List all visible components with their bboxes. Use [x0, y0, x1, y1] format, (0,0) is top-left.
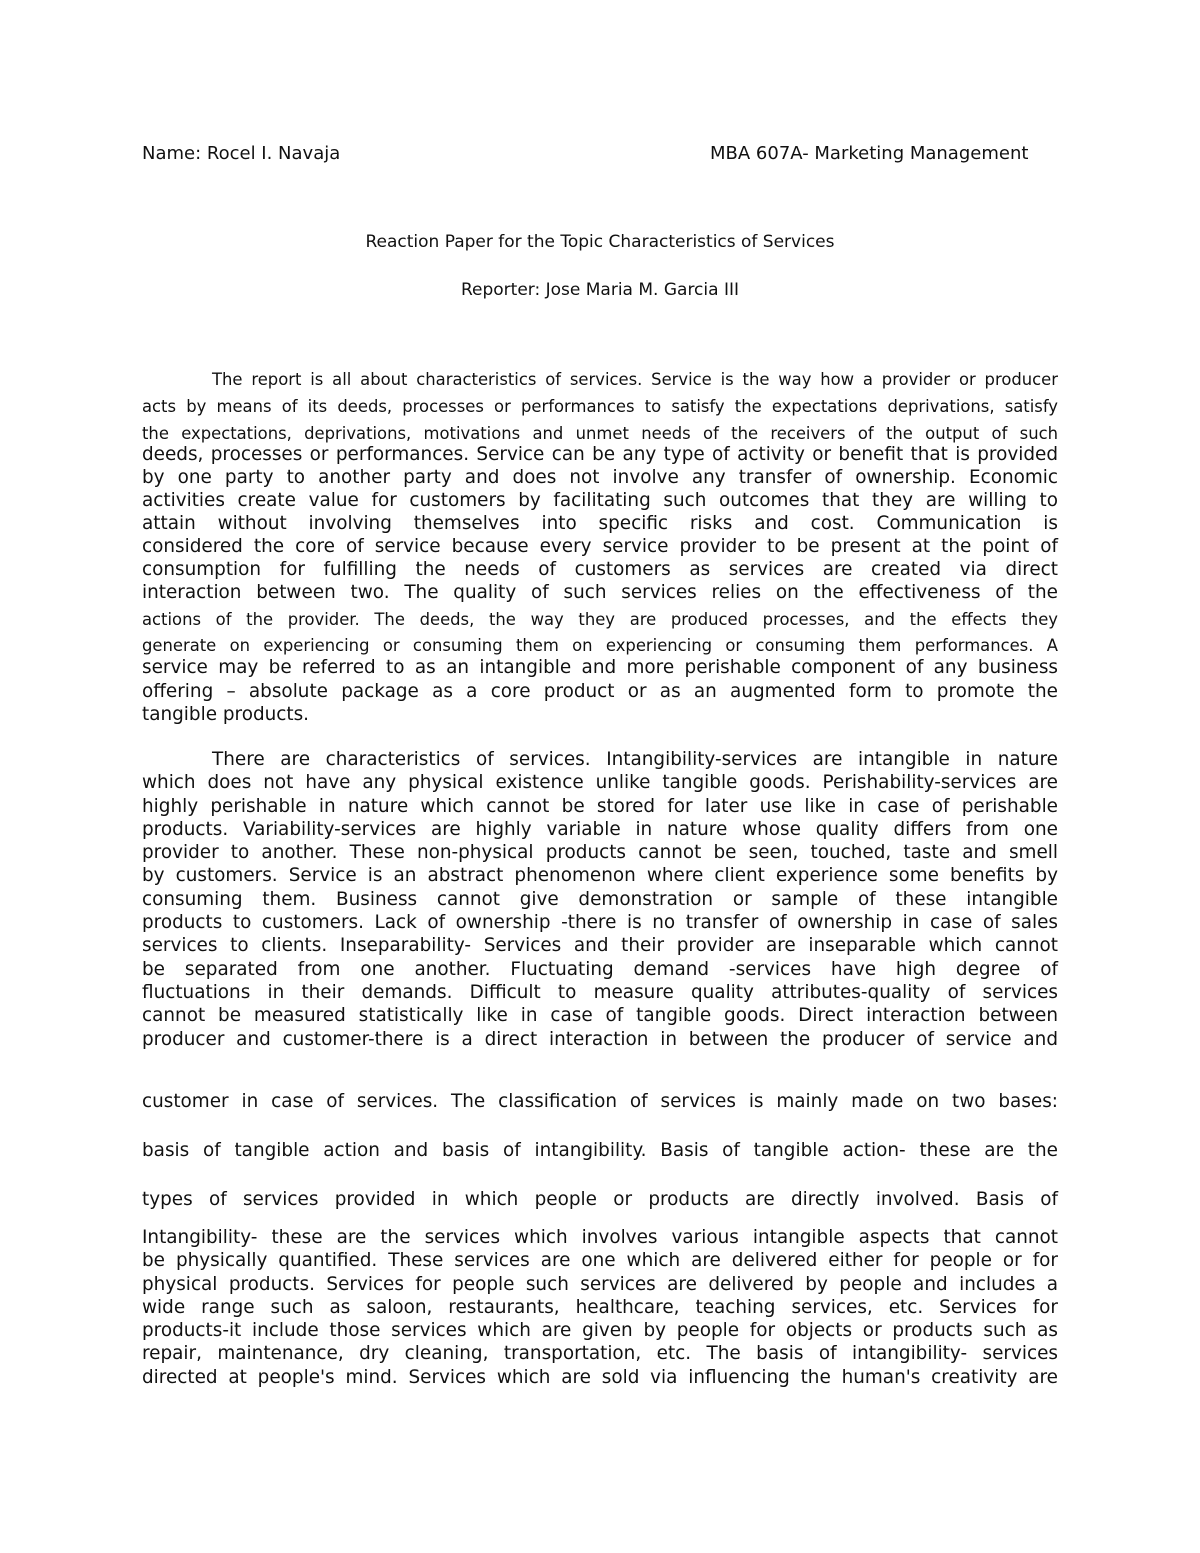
- text-line: consuming them. Business cannot give demonstration or sample of these intangible: [142, 888, 1058, 910]
- text-line: basis of tangible action and basis of intangibility. Basis of tangible action- these are the: [142, 1140, 1058, 1161]
- paragraph-3: [142, 1077, 1058, 1224]
- text-line: service may be referred to as an intangible and more perishable component of any business: [142, 657, 1058, 678]
- text-line: repair, maintenance, dry cleaning, transportation, etc. The basis of intangibility- services: [142, 1343, 1058, 1365]
- text-line: be physically quantified. These services are one which are delivered either for people or for: [142, 1250, 1058, 1272]
- text-line: provider to another. These non-physical products cannot be seen, touched, taste and smell: [142, 842, 1058, 864]
- text-line: interaction between two. The quality of such services relies on the effectiveness of the: [142, 582, 1058, 603]
- text-line: products. Variability-services are highly variable in nature whose quality differs from one: [142, 818, 1058, 840]
- text-line: by one party to another party and does not involve any transfer of ownership. Economic: [142, 467, 1058, 488]
- reporter-line: Reporter: Jose Maria M. Garcia III: [460, 280, 739, 300]
- text-line: by customers. Service is an abstract phenomenon where client experience some benefits by: [142, 865, 1058, 887]
- text-line: acts by means of its deeds, processes or performances to satisfy the expectations deprivations, satisfy: [142, 397, 1058, 416]
- text-line: offering – absolute package as a core product or as an augmented form to promote the: [142, 680, 1058, 702]
- paragraph-1-part-a: [142, 366, 1058, 447]
- text-line: The report is all about characteristics of services. Service is the way how a provider or producer: [212, 370, 1058, 389]
- text-line: actions of the provider. The deeds, the way they are produced processes, and the effects they: [142, 610, 1058, 629]
- paragraph-1-part-c: [142, 607, 1058, 659]
- paragraph-1-part-b: [142, 443, 1058, 604]
- document-header: [142, 143, 1058, 169]
- text-line: services to clients. Inseparability- Services and their provider are inseparable which cannot: [142, 935, 1058, 957]
- text-line: Intangibility- these are the services which involves various intangible aspects that cannot: [142, 1227, 1058, 1248]
- text-line: activities create value for customers by facilitating such outcomes that they are willing to: [142, 490, 1058, 511]
- text-line: the expectations, deprivations, motivations and unmet needs of the receivers of the output of such: [142, 424, 1058, 443]
- text-line: directed at people's mind. Services which are sold via influencing the human's creativity are: [142, 1366, 1058, 1388]
- text-line: attain without involving themselves into specific risks and cost. Communication is: [142, 513, 1058, 534]
- text-line: generate on experiencing or consuming them on experiencing or consuming them performances. A: [142, 636, 1058, 655]
- text-line: There are characteristics of services. Intangibility-services are intangible in nature: [212, 749, 1058, 770]
- text-line: customer in case of services. The classification of services is mainly made on two bases:: [142, 1091, 1058, 1112]
- text-line: fluctuations in their demands. Difficult to measure quality attributes-quality of services: [142, 981, 1058, 1003]
- text-line: products to customers. Lack of ownership -there is no transfer of ownership in case of sales: [142, 912, 1058, 934]
- paragraph-2: [142, 748, 1058, 1051]
- paragraph-4: [142, 1226, 1058, 1389]
- text-line: which does not have any physical existence unlike tangible goods. Perishability-services are: [142, 772, 1058, 794]
- text-line: wide range such as saloon, restaurants, healthcare, teaching services, etc. Services for: [142, 1296, 1058, 1318]
- text-line: be separated from one another. Fluctuating demand -services have high degree of: [142, 958, 1058, 980]
- text-line: tangible products.: [142, 704, 310, 725]
- text-line: physical products. Services for people such services are delivered by people and includes a: [142, 1273, 1058, 1295]
- text-line: types of services provided in which people or products are directly involved. Basis of: [142, 1189, 1058, 1210]
- text-line: products-it include those services which are given by people for objects or products such as: [142, 1320, 1058, 1342]
- student-name: Name: Rocel I. Navaja: [142, 143, 341, 164]
- text-line: cannot be measured statistically like in case of tangible goods. Direct interaction between: [142, 1005, 1058, 1027]
- text-line: deeds, processes or performances. Service can be any type of activity or benefit that is provided: [142, 444, 1058, 465]
- paragraph-1-part-d: [142, 656, 1058, 727]
- paper-title: Reaction Paper for the Topic Characteristics of Services: [365, 232, 835, 252]
- course-title: MBA 607A- Marketing Management: [710, 143, 1029, 164]
- text-line: considered the core of service because every service provider to be present at the point of: [142, 536, 1058, 557]
- text-line: consumption for fulfilling the needs of customers as services are created via direct: [142, 559, 1058, 580]
- text-line: highly perishable in nature which cannot be stored for later use like in case of perishable: [142, 795, 1058, 817]
- text-line: producer and customer-there is a direct interaction in between the producer of service and: [142, 1028, 1058, 1050]
